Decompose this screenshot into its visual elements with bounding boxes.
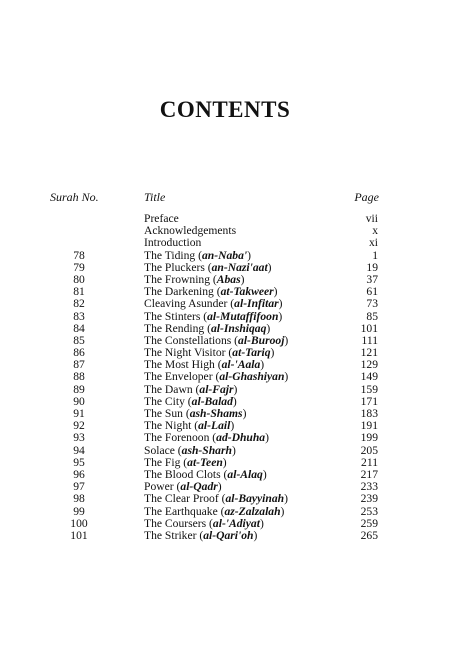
page-number: 199 <box>360 431 378 445</box>
entry-title: The Pluckers (an-Nazi'aat) <box>144 260 272 274</box>
arabic-title: al-Qari'oh <box>203 528 254 542</box>
english-title: Introduction <box>144 236 202 250</box>
surah-number: 78 <box>73 248 85 262</box>
surah-number: 80 <box>73 272 85 286</box>
english-title: The Night <box>144 419 192 433</box>
page-number: 149 <box>360 370 378 384</box>
arabic-title: ash-Shams <box>189 407 243 420</box>
surah-number: 86 <box>73 346 85 360</box>
contents-entry <box>0 445 450 457</box>
entry-title: The Darkening (at-Takweer) <box>144 285 278 299</box>
arabic-title: al-Bayyinah <box>225 492 285 506</box>
contents-entry <box>0 469 450 481</box>
page-number: vii <box>365 212 378 225</box>
english-title: The Rending <box>144 321 205 335</box>
english-title: The Pluckers <box>144 260 205 274</box>
english-title: The Tiding <box>144 248 196 262</box>
entry-title: The Constellations (al-Burooj) <box>144 333 289 347</box>
entry-title: The Fig (at-Teen) <box>144 455 227 469</box>
english-title: The Blood Clots <box>144 467 221 481</box>
page-number: 211 <box>361 455 378 469</box>
entry-title: The Coursers (al-'Adiyat) <box>144 516 264 530</box>
entry-title: The City (al-Balad) <box>144 394 237 408</box>
column-header-title: Title <box>144 190 166 204</box>
english-title: The Night Visitor <box>144 346 226 360</box>
page-number: 61 <box>366 285 378 299</box>
arabic-title: an-Nazi'aat <box>211 260 268 274</box>
english-title: The Coursers <box>144 516 207 530</box>
entry-title: The Blood Clots (al-Alaq) <box>144 467 267 481</box>
arabic-title: al-Ghashiyan <box>219 370 285 384</box>
english-title: Preface <box>144 212 179 225</box>
arabic-title: ad-Dhuha <box>216 431 266 445</box>
page-number: 205 <box>360 443 378 457</box>
entry-title: The Frowning (Abas) <box>144 272 245 286</box>
page-number: 183 <box>360 407 378 420</box>
page-number: 217 <box>360 467 378 481</box>
surah-number: 87 <box>73 358 85 372</box>
entry-title: The Most High (al-'Aala) <box>144 358 265 372</box>
surah-number: 97 <box>73 480 85 494</box>
entry-title: The Night (al-Lail) <box>144 419 235 433</box>
english-title: The Forenoon <box>144 431 210 445</box>
entry-title: The Rending (al-Inshiqaq) <box>144 321 271 335</box>
page-number: 1 <box>372 248 378 262</box>
page-number: 37 <box>366 272 378 286</box>
surah-number: 98 <box>73 492 85 506</box>
page-number: 73 <box>366 297 378 311</box>
page-number: x <box>372 224 378 238</box>
english-title: The Stinters <box>144 309 201 323</box>
surah-number: 83 <box>73 309 85 323</box>
surah-number: 95 <box>73 455 85 469</box>
entry-title: The Striker (al-Qari'oh) <box>144 528 258 542</box>
page-number: 19 <box>366 260 378 274</box>
column-header-page: Page <box>354 190 379 204</box>
english-title: The Striker <box>144 528 197 542</box>
arabic-title: al-Inshiqaq <box>210 321 267 335</box>
arabic-title: at-Takweer <box>220 285 274 299</box>
surah-number: 94 <box>73 443 85 457</box>
arabic-title: al-Lail <box>198 419 231 433</box>
page-number: 239 <box>360 492 378 506</box>
surah-number: 89 <box>73 382 85 396</box>
arabic-title: al-Qadr <box>180 480 218 494</box>
arabic-title: al-'Aala <box>221 358 261 372</box>
surah-number: 99 <box>73 504 85 518</box>
page-number: 159 <box>360 382 378 396</box>
page-number: 129 <box>360 358 378 372</box>
entry-title: The Forenoon (ad-Dhuha) <box>144 431 269 445</box>
english-title: The Frowning <box>144 272 211 286</box>
english-title: The Fig <box>144 455 181 469</box>
english-title: The Constellations <box>144 333 232 347</box>
surah-number: 79 <box>73 260 85 274</box>
entry-title: The Sun (ash-Shams) <box>144 407 247 420</box>
arabic-title: an-Naba' <box>202 248 248 262</box>
surah-number: 92 <box>73 419 85 433</box>
surah-number: 88 <box>73 370 85 384</box>
english-title: The Dawn <box>144 382 193 396</box>
arabic-title: al-Fajr <box>199 382 234 396</box>
entry-title: The Stinters (al-Mutaffifoon) <box>144 309 283 323</box>
arabic-title: az-Zalzalah <box>224 504 281 518</box>
page-number: 85 <box>366 309 378 323</box>
page-number: 265 <box>360 528 378 542</box>
page-number: 191 <box>360 419 378 433</box>
arabic-title: al-Mutaffifoon <box>207 309 279 323</box>
entry-title: Power (al-Qadr) <box>144 480 222 494</box>
page-number: 171 <box>360 394 378 408</box>
entry-title: Cleaving Asunder (al-Infitar) <box>144 297 283 311</box>
page-number: 121 <box>360 346 378 360</box>
english-title: The Clear Proof <box>144 492 219 506</box>
arabic-title: al-Infitar <box>234 297 279 311</box>
page-number: 111 <box>361 333 378 347</box>
arabic-title: al-Balad <box>191 394 233 408</box>
surah-number: 91 <box>73 407 85 420</box>
arabic-title: at-Teen <box>187 455 223 469</box>
english-title: Acknowledgements <box>144 224 237 238</box>
entry-title: The Night Visitor (at-Tariq) <box>144 346 275 360</box>
english-title: The Most High <box>144 358 215 372</box>
english-title: Solace <box>144 443 175 457</box>
english-title: The Darkening <box>144 285 214 299</box>
english-title: The City <box>144 394 185 408</box>
arabic-title: al-Burooj <box>238 333 285 347</box>
surah-number: 96 <box>73 467 85 481</box>
surah-number: 82 <box>73 297 85 311</box>
entry-title: The Earthquake (az-Zalzalah) <box>144 504 285 518</box>
column-header-surah: Surah No. <box>50 190 99 204</box>
arabic-title: al-'Adiyat <box>212 516 260 530</box>
contents-entry <box>0 225 450 237</box>
contents-list <box>0 213 450 542</box>
arabic-title: al-Alaq <box>227 467 263 481</box>
contents-entry <box>0 530 450 542</box>
surah-number: 84 <box>73 321 85 335</box>
page-number: xi <box>368 236 378 250</box>
english-title: The Enveloper <box>144 370 213 384</box>
page-number: 259 <box>360 516 378 530</box>
english-title: The Earthquake <box>144 504 218 518</box>
surah-number: 100 <box>70 516 88 530</box>
entry-title: The Clear Proof (al-Bayyinah) <box>144 492 288 506</box>
surah-number: 90 <box>73 394 85 408</box>
page-number: 101 <box>360 321 378 335</box>
english-title: Power <box>144 480 174 494</box>
entry-title: The Tiding (an-Naba') <box>144 248 251 262</box>
entry-title: Solace (ash-Sharh) <box>144 443 236 457</box>
arabic-title: at-Tariq <box>232 346 271 360</box>
surah-number: 81 <box>73 285 85 299</box>
page-number: 233 <box>360 480 378 494</box>
page-title: CONTENTS <box>159 97 291 122</box>
surah-number: 101 <box>70 528 88 542</box>
surah-number: 93 <box>73 431 85 445</box>
english-title: The Sun <box>144 407 183 420</box>
arabic-title: Abas <box>216 272 241 286</box>
page-number: 253 <box>360 504 378 518</box>
surah-number: 85 <box>73 333 85 347</box>
arabic-title: ash-Sharh <box>181 443 232 457</box>
english-title: Cleaving Asunder <box>144 297 228 311</box>
entry-title: The Enveloper (al-Ghashiyan) <box>144 370 289 384</box>
entry-title: The Dawn (al-Fajr) <box>144 382 238 396</box>
